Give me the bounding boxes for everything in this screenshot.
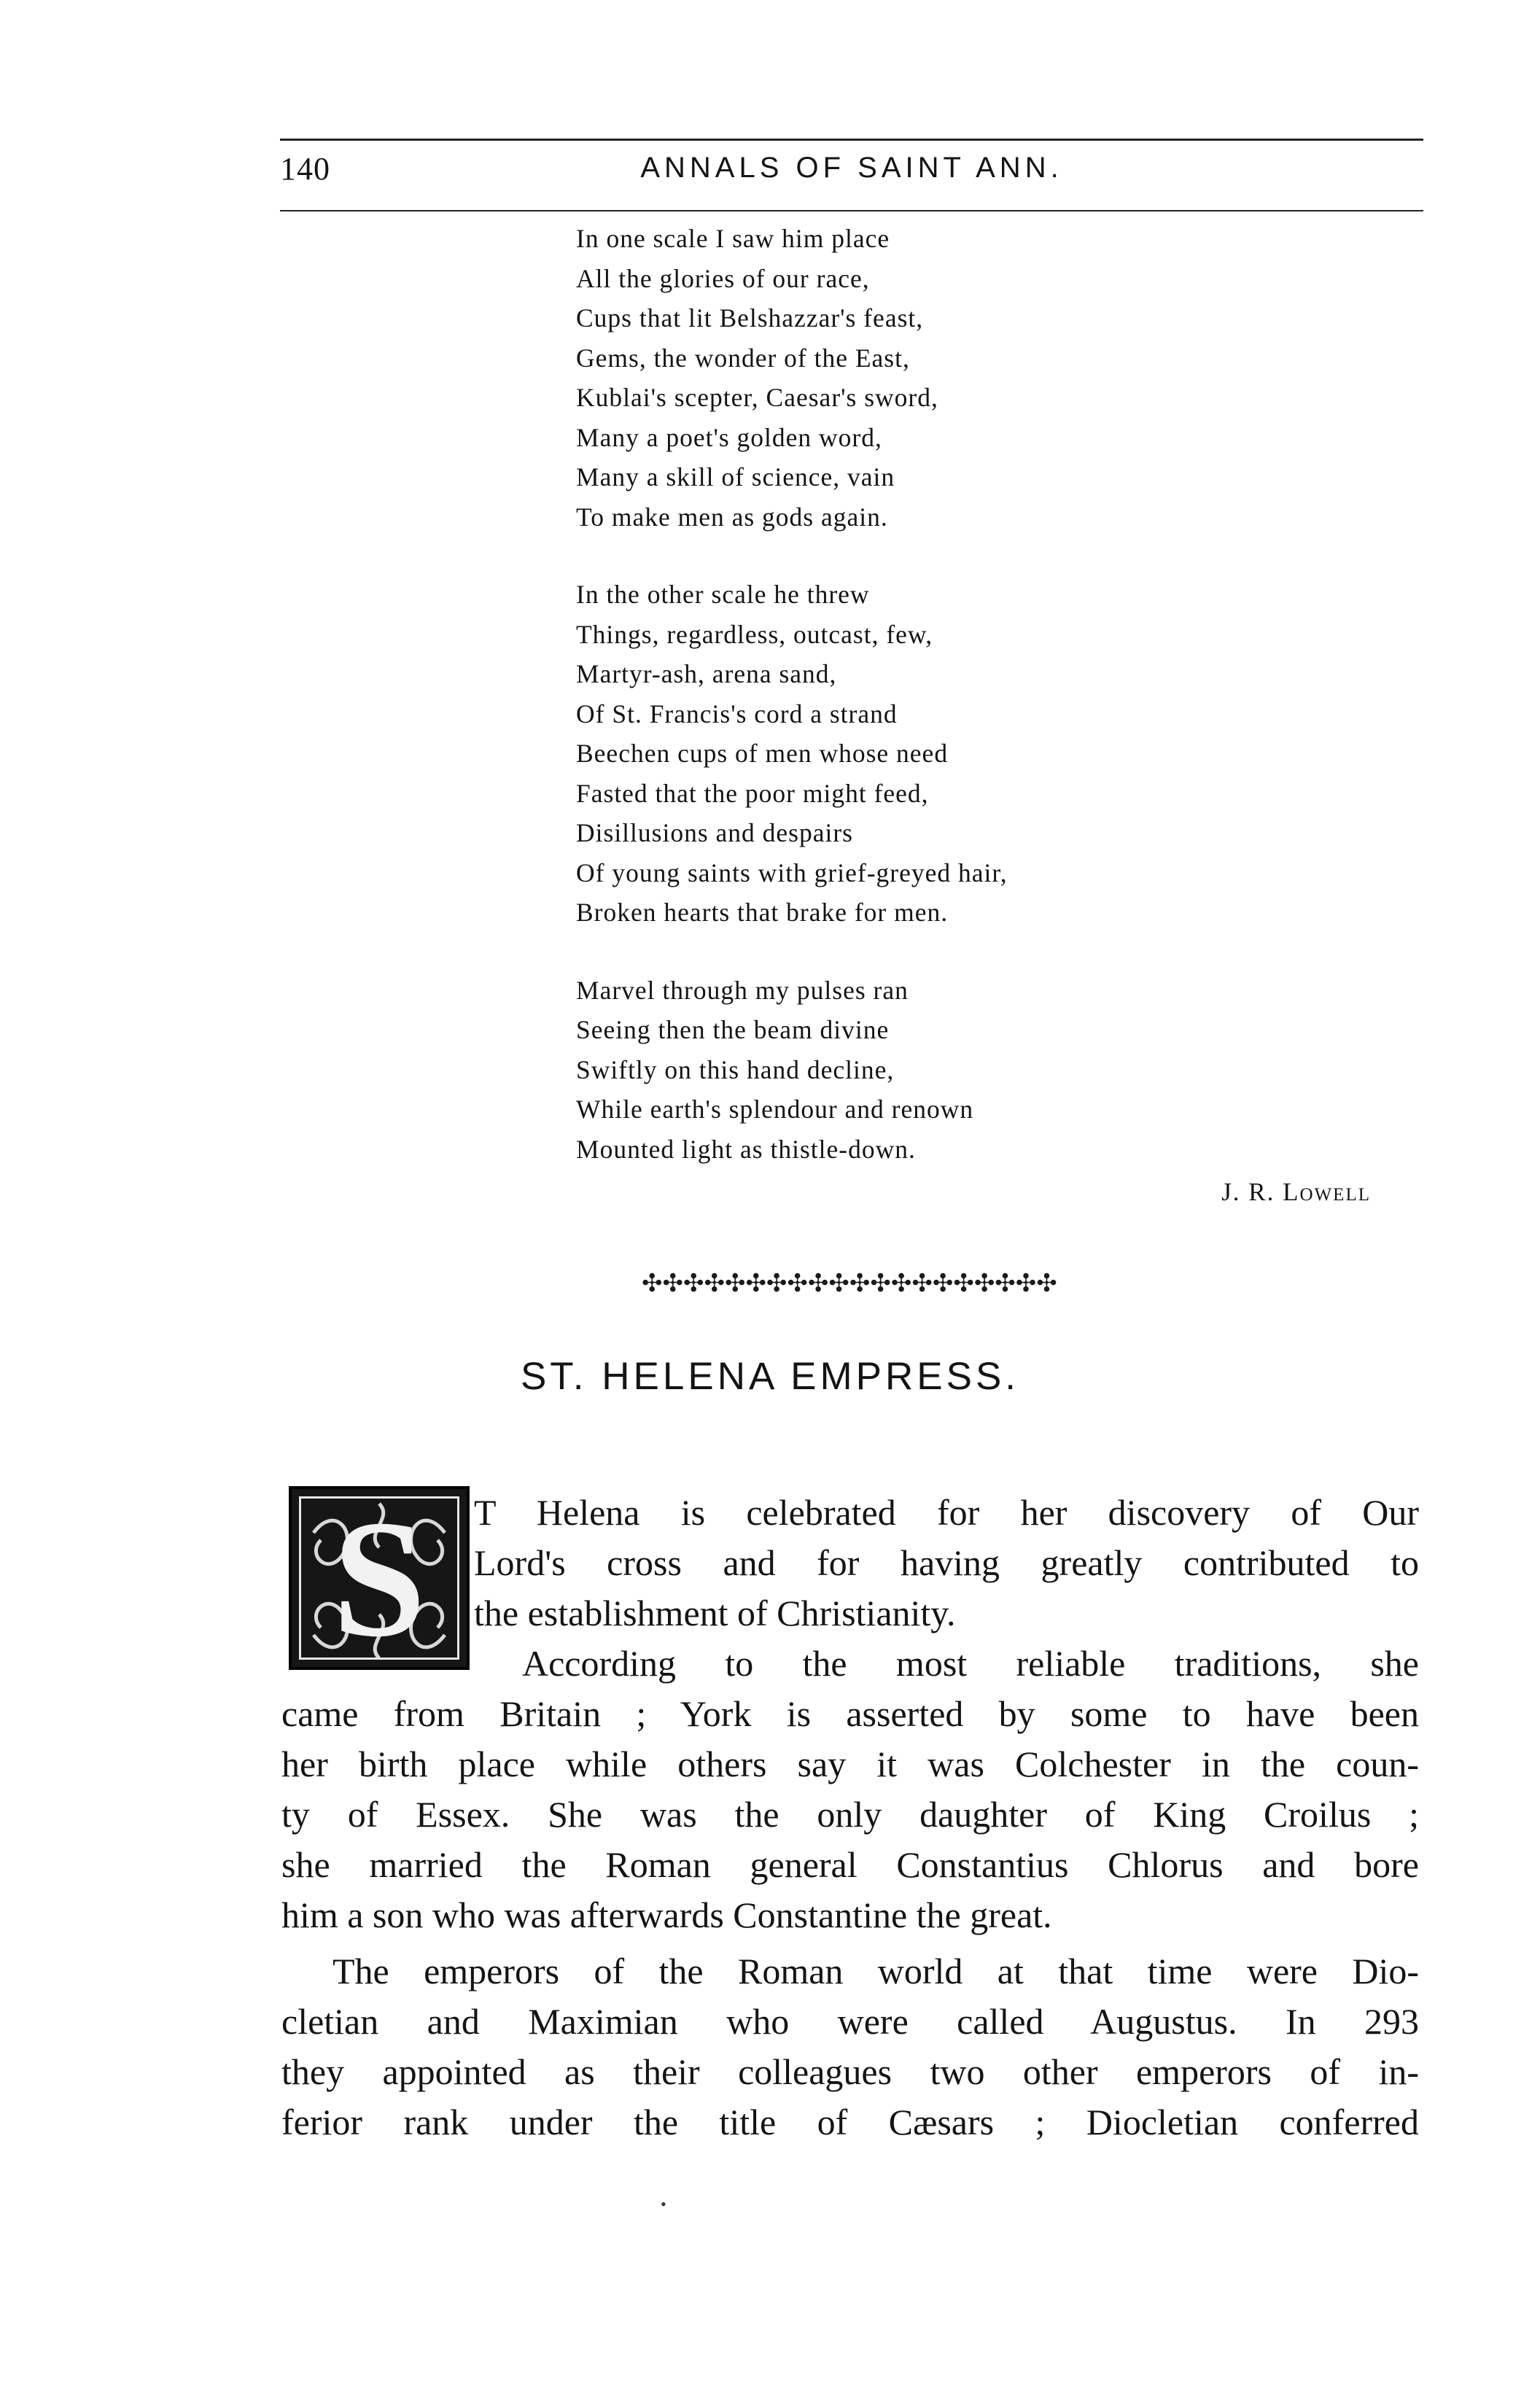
- poem-line: Marvel through my pulses ran: [576, 975, 909, 1005]
- prose-line: Lord's cross and for having greatly contributed to: [474, 1542, 1419, 1583]
- poem-line: Disillusions and despairs: [576, 818, 853, 847]
- header-rule-bottom: [280, 210, 1423, 211]
- poem-line: Gems, the wonder of the East,: [576, 343, 910, 373]
- page-number: 140: [280, 151, 330, 187]
- poem-line: Seeing then the beam divine: [576, 1015, 890, 1044]
- stanza-1: [576, 219, 1378, 537]
- prose-line: her birth place while others say it was Colchester in the coun-: [281, 1744, 1419, 1784]
- section-title: ST. HELENA EMPRESS.: [520, 1355, 1020, 1398]
- prose-line: According to the most reliable traditions, she: [522, 1643, 1419, 1684]
- prose-line: T Helena is celebrated for her discovery of Our: [474, 1492, 1419, 1533]
- poem-line: In one scale I saw him place: [576, 224, 890, 253]
- poem-line: While earth's splendour and renown: [576, 1095, 974, 1124]
- prose-line: The emperors of the Roman world at that time were Dio-: [332, 1951, 1419, 1991]
- poem-line: Kublai's scepter, Caesar's sword,: [576, 383, 938, 412]
- poem-line: Fasted that the poor might feed,: [576, 778, 929, 808]
- poem-line: Swiftly on this hand decline,: [576, 1054, 895, 1084]
- poem-line: Broken hearts that brake for men.: [576, 898, 949, 927]
- header-rule-top: [280, 139, 1423, 141]
- prose-line: they appointed as their colleagues two other emperors of in-: [281, 2051, 1419, 2092]
- poem-line: Many a poet's golden word,: [576, 422, 882, 452]
- poem-line: All the glories of our race,: [576, 263, 870, 293]
- ornamental-divider: ✣✣✣✣✣✣✣✣✣✣✣✣✣✣✣✣✣✣✣✣: [642, 1270, 1057, 1297]
- stanza-3: [576, 971, 1378, 1170]
- poem-line: To make men as gods again.: [576, 502, 888, 532]
- stray-mark: •: [661, 2195, 666, 2213]
- prose-line: came from Britain ; York is asserted by some to have been: [281, 1693, 1419, 1734]
- prose-line: him a son who was afterwards Constantine the great.: [281, 1895, 1052, 1935]
- prose-line: she married the Roman general Constantius Chlorus and bore: [281, 1844, 1419, 1885]
- poem-line: Of young saints with grief-greyed hair,: [576, 858, 1008, 887]
- prose-line: the establishment of Christianity.: [474, 1593, 956, 1633]
- running-header: [280, 133, 1423, 191]
- poem-attribution: J. R. Lowell: [1221, 1178, 1371, 1206]
- article-body: [281, 1485, 1419, 2148]
- poem-line: Mounted light as thistle-down.: [576, 1134, 916, 1164]
- prose-line: ferior rank under the title of Cæsars ; Diocletian conferred: [281, 2102, 1419, 2142]
- stanza-2: [576, 575, 1378, 933]
- drop-cap-letter: S: [332, 1485, 426, 1671]
- poem-line: Of St. Francis's cord a strand: [576, 699, 898, 728]
- prose-line: cletian and Maximian who were called Augustus. In 293: [281, 2001, 1419, 2042]
- running-title: ANNALS OF SAINT ANN.: [640, 152, 1063, 184]
- poem-line: Beechen cups of men whose need: [576, 739, 949, 768]
- poem-line: Cups that lit Belshazzar's feast,: [576, 303, 924, 333]
- poem-line: Many a skill of science, vain: [576, 462, 895, 491]
- poem-line: Martyr-ash, arena sand,: [576, 659, 837, 688]
- poem-line: Things, regardless, outcast, few,: [576, 619, 933, 649]
- poem-line: In the other scale he threw: [576, 580, 870, 609]
- prose-line: ty of Essex. She was the only daughter of King Croilus ;: [281, 1794, 1419, 1835]
- paragraph-gap: [281, 1940, 1419, 1946]
- poem: [576, 219, 1378, 1207]
